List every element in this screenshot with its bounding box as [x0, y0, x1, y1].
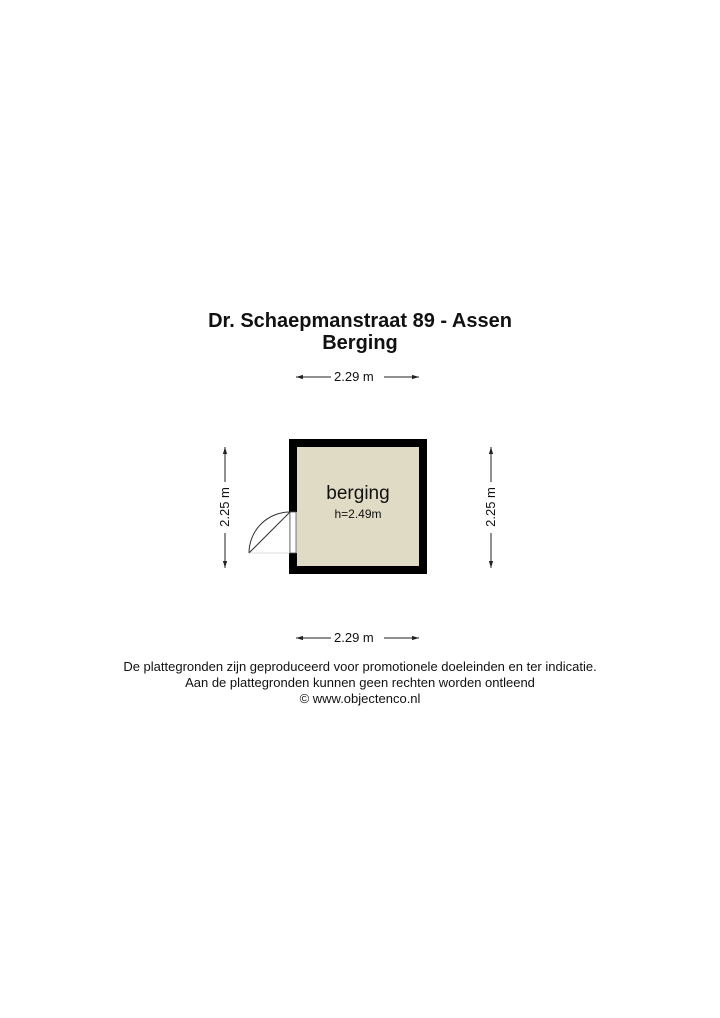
copyright-link: © www.objectenco.nl	[299, 691, 421, 706]
dimension-label-right: 2.25 m	[483, 487, 498, 527]
dimension-label-bottom: 2.29 m	[334, 630, 374, 645]
disclaimer-line-1: De plattegronden zijn geproduceerd voor promotionele doeleinden en ter indicatie.	[123, 659, 597, 674]
dimension-label-top: 2.29 m	[334, 369, 374, 384]
disclaimer-line-2: Aan de plattegronden kunnen geen rechten worden ontleend	[185, 675, 535, 690]
plan-address-title: Dr. Schaepmanstraat 89 - Assen	[208, 310, 512, 332]
room-height-label: h=2.49m	[334, 507, 382, 521]
dimension-label-left: 2.25 m	[217, 487, 232, 527]
plan-floor-title: Berging	[322, 332, 398, 354]
room-name-label: berging	[326, 483, 390, 504]
